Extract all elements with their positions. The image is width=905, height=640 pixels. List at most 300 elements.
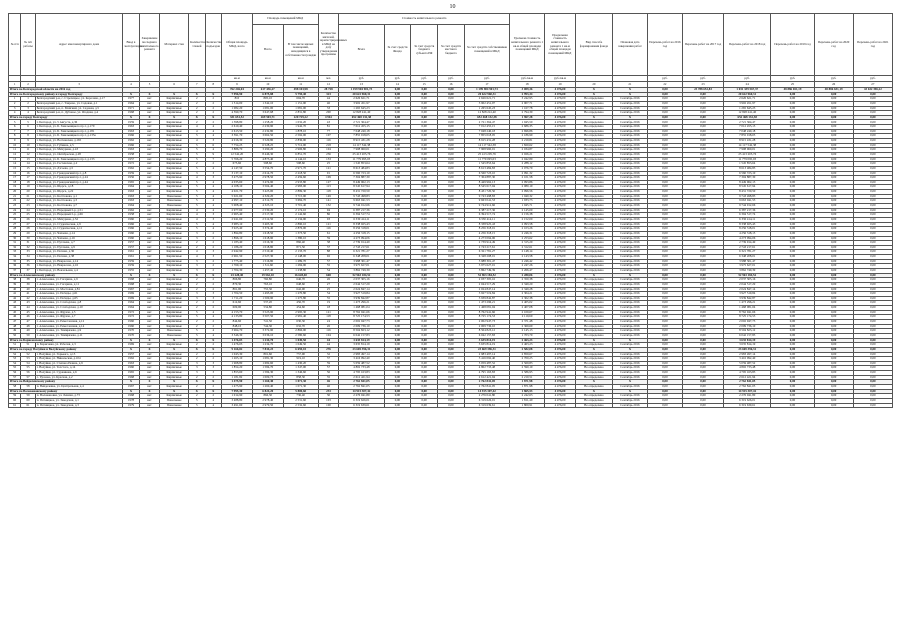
table-cell: Не определено bbox=[575, 120, 612, 125]
table-cell: 0,00 bbox=[411, 217, 438, 222]
table-cell: 858,30 bbox=[283, 375, 318, 380]
table-cell: 3 647,68 bbox=[252, 111, 283, 116]
table-cell: 598,60 bbox=[252, 162, 283, 167]
table-cell: 4 bbox=[205, 199, 221, 204]
table-cell: 0,00 bbox=[411, 171, 438, 176]
table-cell: 1972 bbox=[123, 162, 139, 167]
table-cell: 3 927 519,84 bbox=[339, 292, 384, 297]
address-cell: п. Борисовка, ул. Рабочая, д.3 bbox=[35, 343, 122, 348]
table-cell: 4 476,00 bbox=[545, 268, 576, 273]
table-cell: 6 394 517,74 bbox=[464, 213, 509, 218]
table-cell: 2 696,86 bbox=[510, 129, 545, 134]
table-cell: 0,00 bbox=[384, 394, 411, 399]
table-cell: 4 256 318,15 bbox=[724, 231, 771, 236]
table-cell: 2 941,60 bbox=[221, 217, 252, 222]
table-cell: 0,00 bbox=[384, 385, 411, 390]
address-cell: с. Уразово, ул. Красная, д.2 bbox=[35, 375, 122, 380]
table-cell: 44 bbox=[9, 306, 21, 311]
table-cell: 60 bbox=[9, 398, 21, 403]
table-cell: 24 bbox=[318, 320, 339, 325]
table-cell: 8 256 318,01 bbox=[339, 227, 384, 232]
unit-cell: кв.м bbox=[252, 76, 283, 82]
table-cell: 3 491,60 bbox=[221, 403, 252, 408]
table-cell: Х bbox=[575, 88, 612, 93]
table-cell: 0,00 bbox=[771, 227, 814, 232]
table-cell: 3 975 627,01 bbox=[724, 264, 771, 269]
table-cell: 1 704,30 bbox=[221, 268, 252, 273]
table-cell: Х bbox=[575, 389, 612, 394]
table-cell: 1 878,10 bbox=[283, 129, 318, 134]
table-cell: 45 bbox=[9, 310, 21, 315]
table-cell: Х bbox=[575, 115, 612, 120]
table-cell: 1 500,90 bbox=[252, 296, 283, 301]
header-2018: Перечень работ на 2018 год bbox=[724, 14, 771, 76]
table-cell: 49 bbox=[9, 329, 21, 334]
table-cell: 1 933,73 bbox=[510, 199, 545, 204]
table-cell: 1968 bbox=[123, 278, 139, 283]
table-cell: 3 374,40 bbox=[252, 227, 283, 232]
table-cell: 25 413 205,76 bbox=[724, 152, 771, 157]
table-cell: 11 bbox=[9, 148, 21, 153]
table-cell: Х bbox=[139, 92, 160, 97]
table-cell: 2 bbox=[205, 394, 221, 399]
table-cell: 1 495,00 bbox=[252, 292, 283, 297]
table-cell: 4 476,00 bbox=[545, 287, 576, 292]
table-cell: 762 246,04 bbox=[221, 88, 252, 93]
table-cell: Кирпичные bbox=[160, 217, 189, 222]
table-cell: 9 bbox=[205, 152, 221, 157]
table-cell: 0,00 bbox=[647, 157, 682, 162]
table-cell: 0,00 bbox=[384, 115, 411, 120]
table-cell: 1963 bbox=[123, 194, 139, 199]
table-cell: Х bbox=[205, 115, 221, 120]
table-cell: Кирпичные bbox=[160, 278, 189, 283]
table-cell: 0,00 bbox=[853, 264, 892, 269]
table-cell: 6 348 208,01 bbox=[724, 255, 771, 260]
table-cell: 18 bbox=[318, 306, 339, 311]
table-cell: 2 253,62 bbox=[510, 236, 545, 241]
table-cell: 2 009 736,10 bbox=[339, 324, 384, 329]
table-cell: 0,00 bbox=[438, 296, 465, 301]
table-cell: 0,00 bbox=[438, 111, 465, 116]
table-cell: 14 915 307,42 bbox=[339, 389, 384, 394]
table-cell: 2 230,90 bbox=[252, 125, 283, 130]
table-cell: 0,00 bbox=[438, 287, 465, 292]
table-cell: 2 626 621,71 bbox=[339, 97, 384, 102]
table-cell: 5 bbox=[189, 329, 205, 334]
table-cell: 2 009 736,10 bbox=[464, 324, 509, 329]
table-cell: 2 109,67 bbox=[510, 310, 545, 315]
column-number-cell: 24 bbox=[724, 82, 771, 88]
table-cell: 8 613 484,83 bbox=[339, 166, 384, 171]
table-cell: 8 431 720,50 bbox=[724, 190, 771, 195]
table-cell: 49 bbox=[21, 329, 35, 334]
table-cell: 100 bbox=[318, 403, 339, 408]
table-cell: Не определено bbox=[575, 134, 612, 139]
table-cell: 0,00 bbox=[771, 157, 814, 162]
address-cell: г. Белгород, ул. Костюкова, д.7 bbox=[35, 204, 122, 209]
address-cell: г. Белгород, ул. Б. Хмельницкого пр-т, д.133 bbox=[35, 157, 122, 162]
table-cell: 4 590,70 bbox=[221, 111, 252, 116]
table-cell: 0,00 bbox=[438, 125, 465, 130]
table-cell: 1957 bbox=[123, 245, 139, 250]
table-cell: 2 743 217,61 bbox=[464, 245, 509, 250]
table-cell: 0,00 bbox=[647, 320, 682, 325]
table-cell: 0,00 bbox=[411, 282, 438, 287]
table-cell: 0,00 bbox=[682, 273, 723, 278]
table-cell: 0,00 bbox=[814, 139, 853, 144]
table-cell: 6 bbox=[9, 125, 21, 130]
table-cell: Сентябрь 2016 bbox=[612, 241, 647, 246]
table-cell: 861,90 bbox=[221, 287, 252, 292]
column-number-cell: 2 bbox=[21, 82, 35, 88]
table-cell: 2 965,40 bbox=[221, 213, 252, 218]
table-cell: нет bbox=[139, 282, 160, 287]
table-cell: Кирпичные bbox=[160, 394, 189, 399]
table-cell: Х bbox=[575, 380, 612, 385]
table-cell: 0,00 bbox=[682, 143, 723, 148]
table-cell: 1961 bbox=[123, 250, 139, 255]
table-cell: Кирпичные bbox=[160, 176, 189, 181]
table-cell: 28 bbox=[9, 227, 21, 232]
table-cell: 25 bbox=[21, 213, 35, 218]
table-cell: 0,00 bbox=[853, 375, 892, 380]
table-cell: Сентябрь 2016 bbox=[612, 152, 647, 157]
table-cell: Х bbox=[612, 273, 647, 278]
table-cell: 52 963 184,52 bbox=[724, 273, 771, 278]
table-cell: нет bbox=[139, 385, 160, 390]
table-cell: 1 009,73 bbox=[252, 375, 283, 380]
table-cell: 2 bbox=[189, 241, 205, 246]
table-cell: 0,00 bbox=[682, 139, 723, 144]
table-cell: Сентябрь 2016 bbox=[612, 101, 647, 106]
table-cell: 0,00 bbox=[682, 115, 723, 120]
table-cell: 2 bbox=[205, 111, 221, 116]
table-cell: 0,00 bbox=[853, 338, 892, 343]
table-cell: 0,00 bbox=[647, 324, 682, 329]
table-cell: 0,00 bbox=[647, 366, 682, 371]
address-cell: п. Волоконовка, ул. Ленина, д.73 bbox=[35, 394, 122, 399]
table-cell: 4 bbox=[205, 222, 221, 227]
table-cell: Х bbox=[612, 115, 647, 120]
table-cell: 2 210,51 bbox=[510, 375, 545, 380]
table-cell: 0,00 bbox=[682, 292, 723, 297]
table-cell: Х bbox=[189, 347, 205, 352]
table-cell: 5 bbox=[189, 310, 205, 315]
table-cell: 0,00 bbox=[384, 139, 411, 144]
table-cell: 0,00 bbox=[814, 97, 853, 102]
table-cell: 0,00 bbox=[853, 204, 892, 209]
table-cell: Не определено bbox=[575, 213, 612, 218]
table-cell: 43 632 396,22 bbox=[853, 88, 892, 93]
table-cell: 0,00 bbox=[647, 287, 682, 292]
table-cell: 648,60 bbox=[283, 282, 318, 287]
table-cell: 4 bbox=[205, 310, 221, 315]
table-cell: 7 304 887,30 bbox=[339, 176, 384, 181]
table-cell: Х bbox=[575, 347, 612, 352]
table-cell: 2 134,90 bbox=[283, 217, 318, 222]
table-cell: 4 bbox=[205, 166, 221, 171]
table-cell: 8 915 431,28 bbox=[464, 139, 509, 144]
table-cell: 0,00 bbox=[853, 310, 892, 315]
table-cell: 1960 bbox=[123, 236, 139, 241]
table-cell: 5 712,00 bbox=[283, 143, 318, 148]
table-cell: 0,00 bbox=[771, 101, 814, 106]
table-cell: 93 bbox=[318, 217, 339, 222]
column-number-cell: 25 bbox=[771, 82, 814, 88]
table-cell: 47 bbox=[21, 320, 35, 325]
table-cell: 9 166,82 bbox=[221, 347, 252, 352]
table-cell: 38 bbox=[9, 278, 21, 283]
address-cell: г. Белгород, ул. Пугачева, д.9 bbox=[35, 245, 122, 250]
table-cell: 8 446,30 bbox=[252, 152, 283, 157]
table-cell: 33 bbox=[9, 250, 21, 255]
table-cell: 0,00 bbox=[647, 301, 682, 306]
table-cell: нет bbox=[139, 139, 160, 144]
table-cell: Не определено bbox=[575, 255, 612, 260]
table-cell: 4 021,70 bbox=[221, 190, 252, 195]
table-cell: 0,00 bbox=[814, 129, 853, 134]
address-cell: п. Пятницкое, ул. Заводская, д.3 bbox=[35, 403, 122, 408]
table-cell: 107 bbox=[318, 134, 339, 139]
table-cell: 2 bbox=[205, 106, 221, 111]
header-area-total: Всего bbox=[252, 25, 283, 76]
table-cell: 22 bbox=[9, 199, 21, 204]
address-cell: г. Алексеевка, ул. Тимирязева, д.11 bbox=[35, 333, 122, 338]
table-cell: 2 bbox=[189, 357, 205, 362]
table-cell: 0,00 bbox=[438, 185, 465, 190]
table-cell: 2 993,34 bbox=[510, 92, 545, 97]
table-cell: Не определено bbox=[575, 250, 612, 255]
table-cell: Кирпичные bbox=[160, 385, 189, 390]
table-cell: 22 bbox=[21, 199, 35, 204]
table-cell: 4 476,00 bbox=[545, 148, 576, 153]
table-cell: 0,00 bbox=[438, 320, 465, 325]
table-cell: 1 468 081,04 bbox=[724, 306, 771, 311]
table-cell: 33 bbox=[21, 250, 35, 255]
table-cell: 19 bbox=[9, 185, 21, 190]
table-cell: Х bbox=[205, 389, 221, 394]
table-cell: 0,00 bbox=[771, 385, 814, 390]
table-cell: 0,00 bbox=[771, 180, 814, 185]
table-cell: 4 035,60 bbox=[221, 180, 252, 185]
table-cell: 0,00 bbox=[384, 282, 411, 287]
table-cell: 0,00 bbox=[853, 398, 892, 403]
table-cell: Сентябрь 2016 bbox=[612, 125, 647, 130]
table-cell: 1 473 296,21 bbox=[724, 301, 771, 306]
table-cell: Кирпичные bbox=[160, 255, 189, 260]
table-cell: Сентябрь 2016 bbox=[612, 352, 647, 357]
table-cell: 12 bbox=[9, 152, 21, 157]
table-cell: 25 413 205,76 bbox=[464, 152, 509, 157]
table-cell: 1969 bbox=[123, 292, 139, 297]
table-cell: 0,00 bbox=[438, 380, 465, 385]
table-cell: 0,00 bbox=[438, 152, 465, 157]
table-cell: 15 bbox=[21, 166, 35, 171]
table-cell: 6 319 639,61 bbox=[724, 403, 771, 408]
table-cell: Сентябрь 2016 bbox=[612, 148, 647, 153]
table-cell: 4 997,10 bbox=[221, 199, 252, 204]
table-cell: 0,00 bbox=[853, 371, 892, 376]
table-cell: 58 bbox=[9, 385, 21, 390]
table-cell: 0,00 bbox=[384, 171, 411, 176]
table-cell: 121 bbox=[318, 166, 339, 171]
table-cell: 652 468 132,38 bbox=[464, 115, 509, 120]
table-cell: 4 476,00 bbox=[545, 139, 576, 144]
table-cell: 9 663 041,53 bbox=[464, 199, 509, 204]
unit-cell: руб. bbox=[814, 76, 853, 82]
table-cell: 0,00 bbox=[647, 171, 682, 176]
table-cell: 6 851,70 bbox=[283, 152, 318, 157]
table-cell: 1 775,40 bbox=[221, 259, 252, 264]
table-cell: 0,00 bbox=[411, 143, 438, 148]
table-cell: 3 902 451,97 bbox=[464, 101, 509, 106]
address-cell: г. Белгород, ул. Костюкова, д.1 bbox=[35, 194, 122, 199]
table-cell: 2 bbox=[205, 236, 221, 241]
table-cell: 2 463,23 bbox=[510, 338, 545, 343]
table-cell: 0,00 bbox=[647, 315, 682, 320]
table-cell: 0,00 bbox=[853, 366, 892, 371]
table-cell: 6 528,25 bbox=[252, 143, 283, 148]
table-cell: Не определено bbox=[575, 208, 612, 213]
table-cell: 6 319 626,01 bbox=[724, 398, 771, 403]
table-cell: 2 626 621,71 bbox=[724, 97, 771, 102]
table-cell: 0,00 bbox=[771, 403, 814, 408]
table-cell: 1957 bbox=[123, 241, 139, 246]
table-cell: 4 bbox=[189, 217, 205, 222]
table-cell: 0,00 bbox=[384, 268, 411, 273]
table-cell: 3 927 519,84 bbox=[724, 292, 771, 297]
table-cell: Х bbox=[123, 115, 139, 120]
table-cell: 1 945,50 bbox=[510, 120, 545, 125]
table-cell: 4 476,00 bbox=[545, 357, 576, 362]
table-cell: 9 bbox=[9, 139, 21, 144]
address-cell: Белгородский р-н, п. Майский, ул. Садовая, д.5 bbox=[35, 106, 122, 111]
table-cell: Сентябрь 2016 bbox=[612, 106, 647, 111]
table-cell: 26 bbox=[318, 324, 339, 329]
table-cell: Сентябрь 2016 bbox=[612, 208, 647, 213]
table-cell: Кирпичные bbox=[160, 306, 189, 311]
table-cell: Панельные bbox=[160, 199, 189, 204]
table-cell: 35 bbox=[318, 375, 339, 380]
table-cell: 0,00 bbox=[438, 259, 465, 264]
table-cell: Не определено bbox=[575, 306, 612, 311]
table-cell: 4 bbox=[205, 398, 221, 403]
unit-cell: кв.м bbox=[221, 76, 252, 82]
table-cell: Х bbox=[205, 338, 221, 343]
table-cell: 2 836,90 bbox=[283, 139, 318, 144]
header-cost-group: Стоимость капитального ремонта bbox=[339, 14, 510, 25]
table-cell: 1957 bbox=[123, 352, 139, 357]
table-cell: Кирпичные bbox=[160, 152, 189, 157]
table-cell: Х bbox=[205, 347, 221, 352]
table-cell: 0,00 bbox=[853, 129, 892, 134]
table-cell: 1 081,30 bbox=[252, 357, 283, 362]
table-cell: 6 560 723,10 bbox=[464, 171, 509, 176]
table-cell: 1 475,90 bbox=[221, 385, 252, 390]
table-cell: Х bbox=[139, 115, 160, 120]
table-cell: 2 899,30 bbox=[283, 190, 318, 195]
table-cell: 0,00 bbox=[438, 217, 465, 222]
table-cell: Панельные bbox=[160, 398, 189, 403]
table-cell: 2 218,50 bbox=[283, 171, 318, 176]
table-cell: 0,00 bbox=[814, 176, 853, 181]
table-cell: Не определено bbox=[575, 245, 612, 250]
table-cell: 1 081,00 bbox=[283, 106, 318, 111]
table-cell: 25 413 205,76 bbox=[339, 152, 384, 157]
address-cell: г. Белгород, ул. Б. Хмельницкого пр-т, д.179 bbox=[35, 125, 122, 130]
table-cell: 0,00 bbox=[682, 352, 723, 357]
table-cell: Сентябрь 2016 bbox=[612, 394, 647, 399]
table-cell: 0,00 bbox=[853, 296, 892, 301]
table-cell: Х bbox=[160, 389, 189, 394]
table-cell: 44 bbox=[318, 343, 339, 348]
table-cell: 0,00 bbox=[438, 250, 465, 255]
table-cell: 870,30 bbox=[221, 282, 252, 287]
table-cell: 0,00 bbox=[853, 259, 892, 264]
table-cell: 0,00 bbox=[411, 343, 438, 348]
table-cell: 2 612 421,94 bbox=[339, 375, 384, 380]
table-cell: 4 108,10 bbox=[221, 185, 252, 190]
table-cell: 1972 bbox=[123, 310, 139, 315]
table-cell: нет bbox=[139, 315, 160, 320]
table-cell: 3 520,80 bbox=[252, 139, 283, 144]
table-cell: 0,00 bbox=[682, 338, 723, 343]
table-cell: 0,00 bbox=[853, 171, 892, 176]
table-cell: 0,00 bbox=[853, 231, 892, 236]
table-cell: нет bbox=[139, 371, 160, 376]
table-cell: 24 bbox=[9, 208, 21, 213]
table-cell: 0,00 bbox=[771, 194, 814, 199]
table-cell: нет bbox=[139, 106, 160, 111]
table-cell: 0,00 bbox=[384, 204, 411, 209]
table-cell: Не определено bbox=[575, 199, 612, 204]
table-cell: Сентябрь 2016 bbox=[612, 296, 647, 301]
table-cell: Сентябрь 2016 bbox=[612, 375, 647, 380]
table-cell: 3 bbox=[189, 171, 205, 176]
table-cell: 19 562,10 bbox=[252, 273, 283, 278]
table-cell: 0,00 bbox=[853, 361, 892, 366]
table-cell: 34 bbox=[21, 255, 35, 260]
table-cell: 1962 bbox=[123, 208, 139, 213]
table-cell: 0,00 bbox=[411, 152, 438, 157]
table-cell: 30 bbox=[318, 394, 339, 399]
table-cell: 1967 bbox=[123, 385, 139, 390]
table-cell: 0,00 bbox=[647, 217, 682, 222]
table-cell: 3 983,10 bbox=[221, 222, 252, 227]
table-cell: 675,60 bbox=[221, 162, 252, 167]
table-cell: 1968 bbox=[123, 111, 139, 116]
table-cell: 0,00 bbox=[438, 199, 465, 204]
column-number-cell: 8 bbox=[205, 82, 221, 88]
table-cell: 4 476,00 bbox=[545, 296, 576, 301]
table-cell: 3 988 301,47 bbox=[464, 259, 509, 264]
table-cell: 0,00 bbox=[682, 241, 723, 246]
column-number-cell: 18 bbox=[510, 82, 545, 88]
table-cell: нет bbox=[139, 296, 160, 301]
table-cell: 0,00 bbox=[853, 278, 892, 283]
table-cell: 4 476,00 bbox=[545, 403, 576, 408]
table-cell: 48 886 651,19 bbox=[814, 88, 853, 93]
table-cell: Сентябрь 2016 bbox=[612, 292, 647, 297]
table-cell: 0,00 bbox=[384, 375, 411, 380]
table-cell: 0,00 bbox=[853, 97, 892, 102]
table-cell: нет bbox=[139, 134, 160, 139]
table-cell: 8 338 925,43 bbox=[724, 222, 771, 227]
table-cell: нет bbox=[139, 166, 160, 171]
address-cell: Белгородский р-н, с. Таврово, ул. Садовая, д.1 bbox=[35, 101, 122, 106]
table-cell: Не определено bbox=[575, 152, 612, 157]
